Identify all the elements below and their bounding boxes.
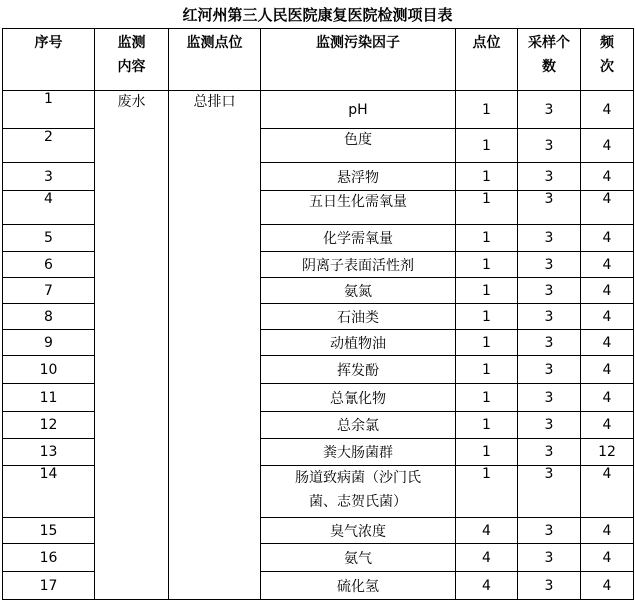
- header-samples-line2: 数: [542, 59, 556, 75]
- cell-seq: 6: [3, 252, 95, 278]
- cell-seq: 8: [3, 304, 95, 330]
- cell-points: 1: [456, 304, 518, 330]
- cell-factor: 悬浮物: [261, 163, 456, 191]
- factor-line2: 菌、志贺氏菌）: [309, 494, 407, 510]
- cell-factor: 化学需氧量: [261, 225, 456, 252]
- table-row: [3, 91, 634, 129]
- cell-samples: 3: [518, 225, 581, 252]
- header-content: [95, 29, 169, 91]
- cell-samples: 3: [518, 544, 581, 572]
- cell-freq: 4: [581, 412, 634, 439]
- cell-points: 1: [456, 466, 518, 518]
- cell-seq: 10: [3, 356, 95, 384]
- cell-factor: 总氰化物: [261, 384, 456, 412]
- cell-points: 1: [456, 330, 518, 356]
- header-points: 点位: [456, 29, 518, 91]
- cell-points: 1: [456, 356, 518, 384]
- header-samples-line1: 采样个: [528, 35, 570, 51]
- cell-freq: 4: [581, 572, 634, 600]
- cell-factor: 五日生化需氧量: [261, 191, 456, 225]
- cell-freq: 4: [581, 304, 634, 330]
- cell-freq: 4: [581, 518, 634, 544]
- cell-points: 1: [456, 278, 518, 304]
- cell-seq: 3: [3, 163, 95, 191]
- monitor-content-text: 废水: [117, 94, 146, 110]
- cell-freq: 4: [581, 330, 634, 356]
- cell-seq: 5: [3, 225, 95, 252]
- cell-points: 4: [456, 518, 518, 544]
- cell-freq: 4: [581, 466, 634, 518]
- header-freq-line1: 频: [600, 35, 614, 51]
- cell-freq: 4: [581, 384, 634, 412]
- cell-factor: 硫化氢: [261, 572, 456, 600]
- cell-factor: 阴离子表面活性剂: [261, 252, 456, 278]
- cell-freq: 4: [581, 225, 634, 252]
- cell-seq: 15: [3, 518, 95, 544]
- cell-samples: 3: [518, 163, 581, 191]
- monitor-location-text: 总排口: [193, 94, 236, 110]
- cell-factor: [261, 466, 456, 518]
- cell-points: 1: [456, 163, 518, 191]
- cell-seq: 4: [3, 191, 95, 225]
- header-freq-line2: 次: [600, 59, 614, 75]
- cell-samples: 3: [518, 252, 581, 278]
- cell-points: 4: [456, 572, 518, 600]
- cell-points: 1: [456, 252, 518, 278]
- cell-freq: 12: [581, 439, 634, 466]
- cell-freq: 4: [581, 191, 634, 225]
- cell-monitor-location: [169, 91, 261, 600]
- cell-points: 1: [456, 91, 518, 129]
- header-row: [3, 29, 634, 91]
- header-point-location: 监测点位: [169, 29, 261, 91]
- cell-samples: 3: [518, 278, 581, 304]
- cell-freq: 4: [581, 163, 634, 191]
- cell-freq: 4: [581, 356, 634, 384]
- cell-factor: 石油类: [261, 304, 456, 330]
- cell-factor: 臭气浓度: [261, 518, 456, 544]
- header-freq: [581, 29, 634, 91]
- cell-samples: 3: [518, 466, 581, 518]
- cell-samples: 3: [518, 191, 581, 225]
- table-title: 红河州第三人民医院康复医院检测项目表: [182, 6, 453, 24]
- cell-seq: 13: [3, 439, 95, 466]
- cell-seq: 9: [3, 330, 95, 356]
- cell-factor: 氨氮: [261, 278, 456, 304]
- cell-freq: 4: [581, 91, 634, 129]
- cell-seq: 11: [3, 384, 95, 412]
- header-samples: [518, 29, 581, 91]
- monitoring-table: [2, 28, 634, 600]
- cell-samples: 3: [518, 412, 581, 439]
- header-content-line1: 监测: [117, 35, 146, 51]
- cell-seq: 1: [3, 91, 95, 129]
- cell-samples: 3: [518, 384, 581, 412]
- cell-seq: 12: [3, 412, 95, 439]
- cell-samples: 3: [518, 572, 581, 600]
- cell-freq: 4: [581, 129, 634, 163]
- cell-seq: 2: [3, 129, 95, 163]
- cell-samples: 3: [518, 356, 581, 384]
- cell-factor: 粪大肠菌群: [261, 439, 456, 466]
- cell-points: 1: [456, 191, 518, 225]
- cell-samples: 3: [518, 91, 581, 129]
- cell-freq: 4: [581, 252, 634, 278]
- cell-samples: 3: [518, 304, 581, 330]
- header-factor: 监测污染因子: [261, 29, 456, 91]
- cell-monitor-content: [95, 91, 169, 600]
- cell-freq: 4: [581, 278, 634, 304]
- cell-factor: 氨气: [261, 544, 456, 572]
- cell-seq: 14: [3, 466, 95, 518]
- cell-samples: 3: [518, 330, 581, 356]
- cell-factor: 挥发酚: [261, 356, 456, 384]
- cell-samples: 3: [518, 518, 581, 544]
- cell-factor: 动植物油: [261, 330, 456, 356]
- cell-points: 1: [456, 129, 518, 163]
- cell-freq: 4: [581, 544, 634, 572]
- cell-points: 1: [456, 384, 518, 412]
- cell-seq: 7: [3, 278, 95, 304]
- header-content-line2: 内容: [117, 59, 146, 75]
- cell-points: 4: [456, 544, 518, 572]
- cell-points: 1: [456, 225, 518, 252]
- cell-points: 1: [456, 412, 518, 439]
- cell-factor: pH: [261, 91, 456, 129]
- factor-line1: 肠道致病菌（沙门氏: [295, 470, 421, 486]
- cell-seq: 16: [3, 544, 95, 572]
- header-seq: 序号: [3, 29, 95, 91]
- cell-samples: 3: [518, 439, 581, 466]
- cell-samples: 3: [518, 129, 581, 163]
- cell-seq: 17: [3, 572, 95, 600]
- cell-factor: 色度: [261, 129, 456, 163]
- cell-points: 1: [456, 439, 518, 466]
- cell-factor: 总余氯: [261, 412, 456, 439]
